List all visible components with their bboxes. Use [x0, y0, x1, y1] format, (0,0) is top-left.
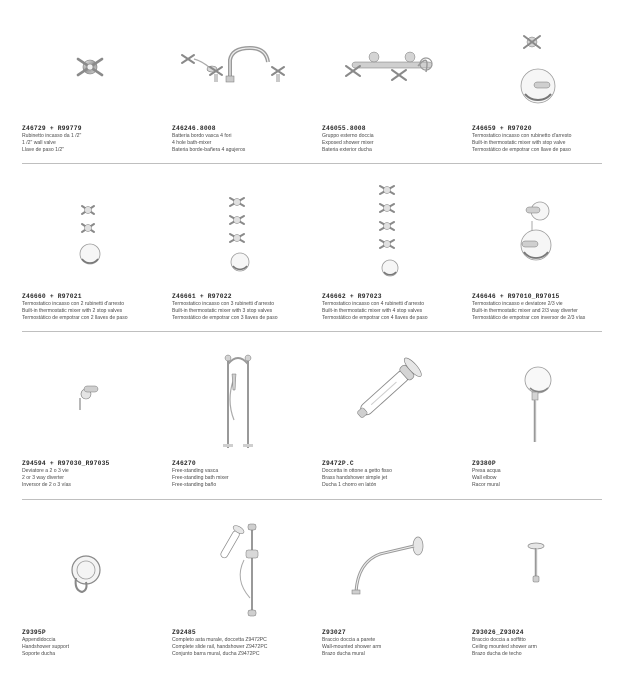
product-code: Z46246.8008 [172, 125, 216, 132]
thermostatic-one-valve-icon [472, 24, 612, 110]
description-italian: Deviatore a 2 o 3 vie [22, 468, 69, 474]
description-italian: Termostatico incasso con 2 rubinetti d'arresto [22, 301, 125, 307]
description-spanish: Inversor de 2 o 3 vías [22, 481, 71, 488]
description-italian: Presa acqua [472, 468, 501, 474]
description-spanish: Soporte ducha [22, 650, 56, 657]
description-italian: Termostatico incasso e deviatore 2/3 vie [472, 301, 563, 307]
description-english: Brass handshower simple jet [322, 474, 388, 481]
description-english: Built-in thermostatic mixer and 2/3 way diverter [472, 307, 578, 314]
description-italian: Rubinetto incasso da 1 /2" [22, 133, 82, 139]
description-spanish: Termostático de empotrar con 4 llaves de paso [322, 314, 428, 321]
description-italian: Gruppo esterno doccia [322, 133, 374, 139]
description-english: 2 or 3 way diverter [22, 474, 64, 481]
row-divider [22, 499, 602, 500]
bath-mixer-icon [172, 40, 312, 90]
description-english: Ceiling mounted shower arm [472, 643, 537, 650]
description-spanish: Brazo ducha de techo [472, 650, 522, 657]
description-italian: Termostatico incasso con 3 rubinetti d'arresto [172, 301, 275, 307]
description-spanish: Racor mural [472, 481, 500, 488]
description-english: 4 hole bath-mixer [172, 139, 212, 146]
product-code: Z9395P [22, 629, 46, 636]
thermostatic-diverter-icon [472, 195, 612, 275]
thermostatic-two-valves-icon [22, 198, 162, 270]
product-code: Z46660 + R97021 [22, 293, 82, 300]
description-spanish: Ducha 1 chorro en latón [322, 481, 377, 488]
description-english: Built-in thermostatic mixer with 2 stop valves [22, 307, 123, 314]
row-divider [22, 163, 602, 164]
product-code: Z93027 [322, 629, 346, 636]
product-code: Z46055.8008 [322, 125, 366, 132]
description-english: 1 /2" wall valve [22, 139, 56, 146]
ceiling-shower-arm-icon [472, 540, 612, 590]
product-code: Z94594 + R97030_R97035 [22, 460, 110, 467]
product-code: Z46662 + R97023 [322, 293, 382, 300]
thermostatic-four-valves-icon [322, 180, 462, 280]
description-spanish: Termostático de empotrar con llave de paso [472, 146, 571, 153]
description-spanish: Brazo ducha mural [322, 650, 365, 657]
description-english: Wall elbow [472, 474, 497, 481]
description-italian: Batteria bordo vasca 4 fori [172, 133, 232, 139]
wall-valve-icon [22, 45, 162, 90]
description-italian: Free-standing vasca [172, 468, 219, 474]
description-italian: Termostatico incasso con rubinetto d'arresto [472, 133, 572, 139]
description-spanish: Bateria exterior ducha [322, 146, 372, 153]
product-code: Z93026_Z93024 [472, 629, 524, 636]
description-italian: Doccetta in ottone a getto fisso [322, 468, 392, 474]
product-code: Z46661 + R97022 [172, 293, 232, 300]
exposed-shower-mixer-icon [322, 42, 462, 90]
diverter-icon [22, 380, 162, 420]
description-english: Exposed shower mixer [322, 139, 374, 146]
free-standing-bath-mixer-icon [172, 350, 312, 452]
description-italian: Completo asta murale, doccetta Z9472PC [172, 637, 267, 643]
description-english: Free-standing bath mixer [172, 474, 229, 481]
handshower-support-icon [22, 548, 162, 598]
product-code: Z46646 + R97010_R97015 [472, 293, 560, 300]
description-spanish: Bateria borde-bañera 4 agujeros [172, 146, 246, 153]
description-italian: Appendidoccia [22, 637, 56, 643]
description-spanish: Llave de paso 1/2" [22, 146, 65, 153]
description-spanish: Termostático de empotrar con inversor de 2/3 vías [472, 314, 586, 321]
description-italian: Braccio doccia a soffitto [472, 637, 526, 643]
description-english: Built-in thermostatic mixer with 4 stop valves [322, 307, 423, 314]
description-spanish: Termostático de empotrar con 2 llaves de paso [22, 314, 128, 321]
description-english: Handshower support [22, 643, 70, 650]
slide-rail-icon [172, 520, 312, 620]
product-code: Z92485 [172, 629, 196, 636]
product-code: Z46270 [172, 460, 196, 467]
description-english: Built-in thermostatic mixer with 3 stop valves [172, 307, 273, 314]
handshower-icon [322, 342, 462, 432]
product-code: Z46729 + R99779 [22, 125, 82, 132]
description-english: Built-in thermostatic mixer with stop valve [472, 139, 566, 146]
description-spanish: Free-standing baño [172, 481, 217, 488]
description-spanish: Conjunto barra mural, ducha Z9472PC [172, 650, 260, 657]
description-italian: Braccio doccia a parete [322, 637, 376, 643]
description-italian: Termostatico incasso con 4 rubinetti d'arresto [322, 301, 425, 307]
product-code: Z46659 + R97020 [472, 125, 532, 132]
product-code: Z9380P [472, 460, 496, 467]
row-divider [22, 331, 602, 332]
description-english: Wall-mounted shower arm [322, 643, 382, 650]
description-spanish: Termostático de empotrar con 3 llaves de paso [172, 314, 278, 321]
product-code: Z9472P.C [322, 460, 354, 467]
thermostatic-three-valves-icon [172, 190, 312, 276]
description-english: Complete slide rail, handshower Z9472PC [172, 643, 268, 650]
wall-elbow-icon [472, 360, 612, 444]
wall-shower-arm-icon [322, 530, 462, 600]
